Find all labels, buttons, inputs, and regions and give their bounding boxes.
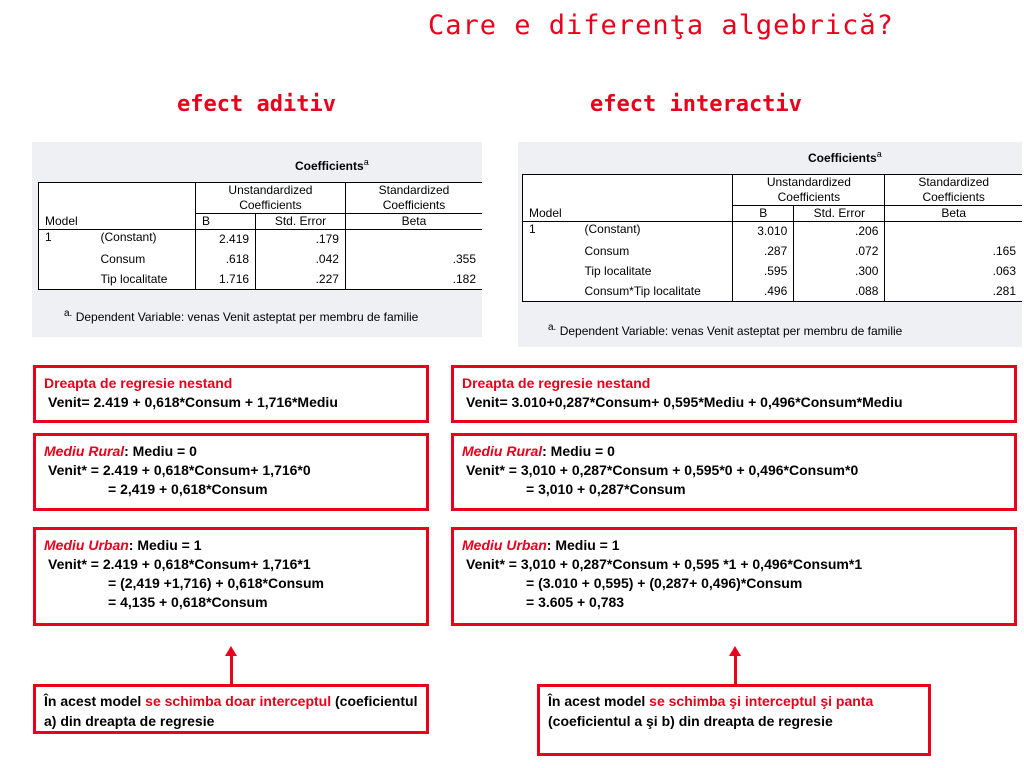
right-urban-line2: = (3.010 + 0,595) + (0,287+ 0,496)*Consum: [526, 575, 803, 591]
b-header: B: [195, 214, 255, 230]
left-rural-condition: : Mediu = 0: [124, 443, 197, 459]
left-up-arrow-icon: [223, 646, 239, 684]
left-urban-box: [33, 527, 429, 626]
right-footnote: $^{a.}$ Dependent Variable: venas Venit asteptat per membru de familie: [548, 322, 903, 338]
table-row: [523, 282, 1023, 302]
subtitle-efect-interactiv: efect interactiv: [590, 92, 802, 117]
left-urban-label: Mediu Urban: [44, 537, 129, 553]
unstandardized-header: Unstandardized Coefficients: [195, 183, 345, 214]
beta-header: Beta: [885, 206, 1022, 222]
left-urban-line1: Venit* = 2.419 + 0,618*Consum+ 1,716*1: [48, 556, 311, 572]
slide-title: Care e diferenţa algebrică?: [428, 10, 894, 41]
table-row: [523, 262, 1023, 282]
right-regression-box: [451, 365, 1017, 423]
row-label: Tip localitate: [584, 264, 652, 278]
table-row: [39, 270, 483, 290]
right-urban-label: Mediu Urban: [462, 537, 547, 553]
right-rural-line2: = 3,010 + 0,287*Consum: [526, 481, 686, 497]
beta-value: [345, 230, 482, 250]
row-label: Consum: [584, 244, 630, 258]
se-value: .206: [794, 222, 885, 242]
se-value: .300: [794, 262, 885, 282]
beta-value: .063: [885, 262, 1022, 282]
se-value: .072: [794, 242, 885, 262]
right-note-highlight: se schimba şi interceptul şi panta: [649, 693, 874, 709]
left-footnote: $^{a.}$ Dependent Variable: venas Venit asteptat per membru de familie: [64, 308, 419, 324]
b-value: 1.716: [195, 270, 255, 290]
beta-value: .281: [885, 282, 1022, 302]
standardized-header: Standardized Coefficients: [345, 183, 482, 214]
standardized-header: Standardized Coefficients: [885, 175, 1022, 206]
b-value: 2.419: [195, 230, 255, 250]
b-value: .496: [733, 282, 794, 302]
beta-value: .165: [885, 242, 1022, 262]
table-row: [523, 222, 1023, 242]
right-rural-condition: : Mediu = 0: [542, 443, 615, 459]
left-coefficients-title: Coefficients$^a$: [295, 157, 369, 173]
right-urban-condition: : Mediu = 1: [546, 537, 620, 553]
left-regression-equation: Venit= 2.419 + 0,618*Consum + 1,716*Mediu: [48, 394, 338, 410]
model-number: 1: [523, 222, 579, 242]
left-conclusion-note: În acest model se schimba doar interceptul (coeficientul a) din dreapta de regresie: [33, 684, 429, 734]
se-value: .179: [256, 230, 346, 250]
right-rural-label: Mediu Rural: [462, 443, 543, 459]
right-urban-box: [451, 527, 1017, 626]
right-urban-line1: Venit* = 3,010 + 0,287*Consum + 0,595 *1 + 0,496*Consum*1: [466, 556, 863, 572]
left-urban-condition: : Mediu = 1: [128, 537, 202, 553]
left-rural-label: Mediu Rural: [44, 443, 125, 459]
model-header: Model: [45, 214, 78, 228]
left-regression-heading: Dreapta de regresie nestand: [44, 375, 233, 391]
right-coefficients-panel: [518, 142, 1022, 347]
left-regression-box: [33, 365, 429, 423]
beta-header: Beta: [345, 214, 482, 230]
left-note-highlight: se schimba doar interceptul: [145, 693, 332, 709]
right-urban-line3: = 3.605 + 0,783: [526, 594, 625, 610]
table-row: [39, 230, 483, 250]
right-rural-line1: Venit* = 3,010 + 0,287*Consum + 0,595*0 + 0,496*Consum*0: [466, 462, 859, 478]
left-coefficients-table: [38, 182, 482, 290]
row-label: (Constant): [579, 222, 733, 242]
b-value: .287: [733, 242, 794, 262]
se-value: .227: [256, 270, 346, 290]
right-conclusion-note: În acest model se schimba şi interceptul şi panta (coeficientul a şi b) din dreapta de regresie: [537, 684, 931, 756]
row-label: (Constant): [95, 230, 196, 250]
right-rural-box: [451, 433, 1017, 511]
row-label: Consum: [100, 252, 146, 266]
model-header: Model: [529, 206, 562, 220]
left-rural-line1: Venit* = 2.419 + 0,618*Consum+ 1,716*0: [48, 462, 311, 478]
model-number: 1: [39, 230, 95, 250]
left-urban-line2: = (2,419 +1,716) + 0,618*Consum: [108, 575, 324, 591]
left-coefficients-panel: [32, 142, 482, 337]
b-value: .618: [195, 250, 255, 270]
row-label: Tip localitate: [100, 271, 168, 286]
right-up-arrow-icon: [727, 646, 743, 684]
right-regression-equation: Venit= 3.010+0,287*Consum+ 0,595*Mediu + 0,496*Consum*Mediu: [466, 394, 903, 410]
beta-value: [885, 222, 1022, 242]
right-regression-heading: Dreapta de regresie nestand: [462, 375, 651, 391]
std-error-header: Std. Error: [256, 214, 346, 230]
left-rural-box: [33, 433, 429, 511]
subtitle-efect-aditiv: efect aditiv: [177, 92, 336, 117]
table-row: [39, 250, 483, 270]
right-coefficients-table: [522, 174, 1022, 302]
b-value: 3.010: [733, 222, 794, 242]
beta-value: .355: [345, 250, 482, 270]
se-value: .088: [794, 282, 885, 302]
left-urban-line3: = 4,135 + 0,618*Consum: [108, 594, 268, 610]
beta-value: .182: [345, 270, 482, 290]
table-row: [523, 242, 1023, 262]
se-value: .042: [256, 250, 346, 270]
right-coefficients-title: Coefficients$^a$: [808, 149, 882, 165]
std-error-header: Std. Error: [794, 206, 885, 222]
left-rural-line2: = 2,419 + 0,618*Consum: [108, 481, 268, 497]
row-label: Consum*Tip localitate: [584, 283, 701, 298]
b-value: .595: [733, 262, 794, 282]
b-header: B: [733, 206, 794, 222]
unstandardized-header: Unstandardized Coefficients: [733, 175, 885, 206]
